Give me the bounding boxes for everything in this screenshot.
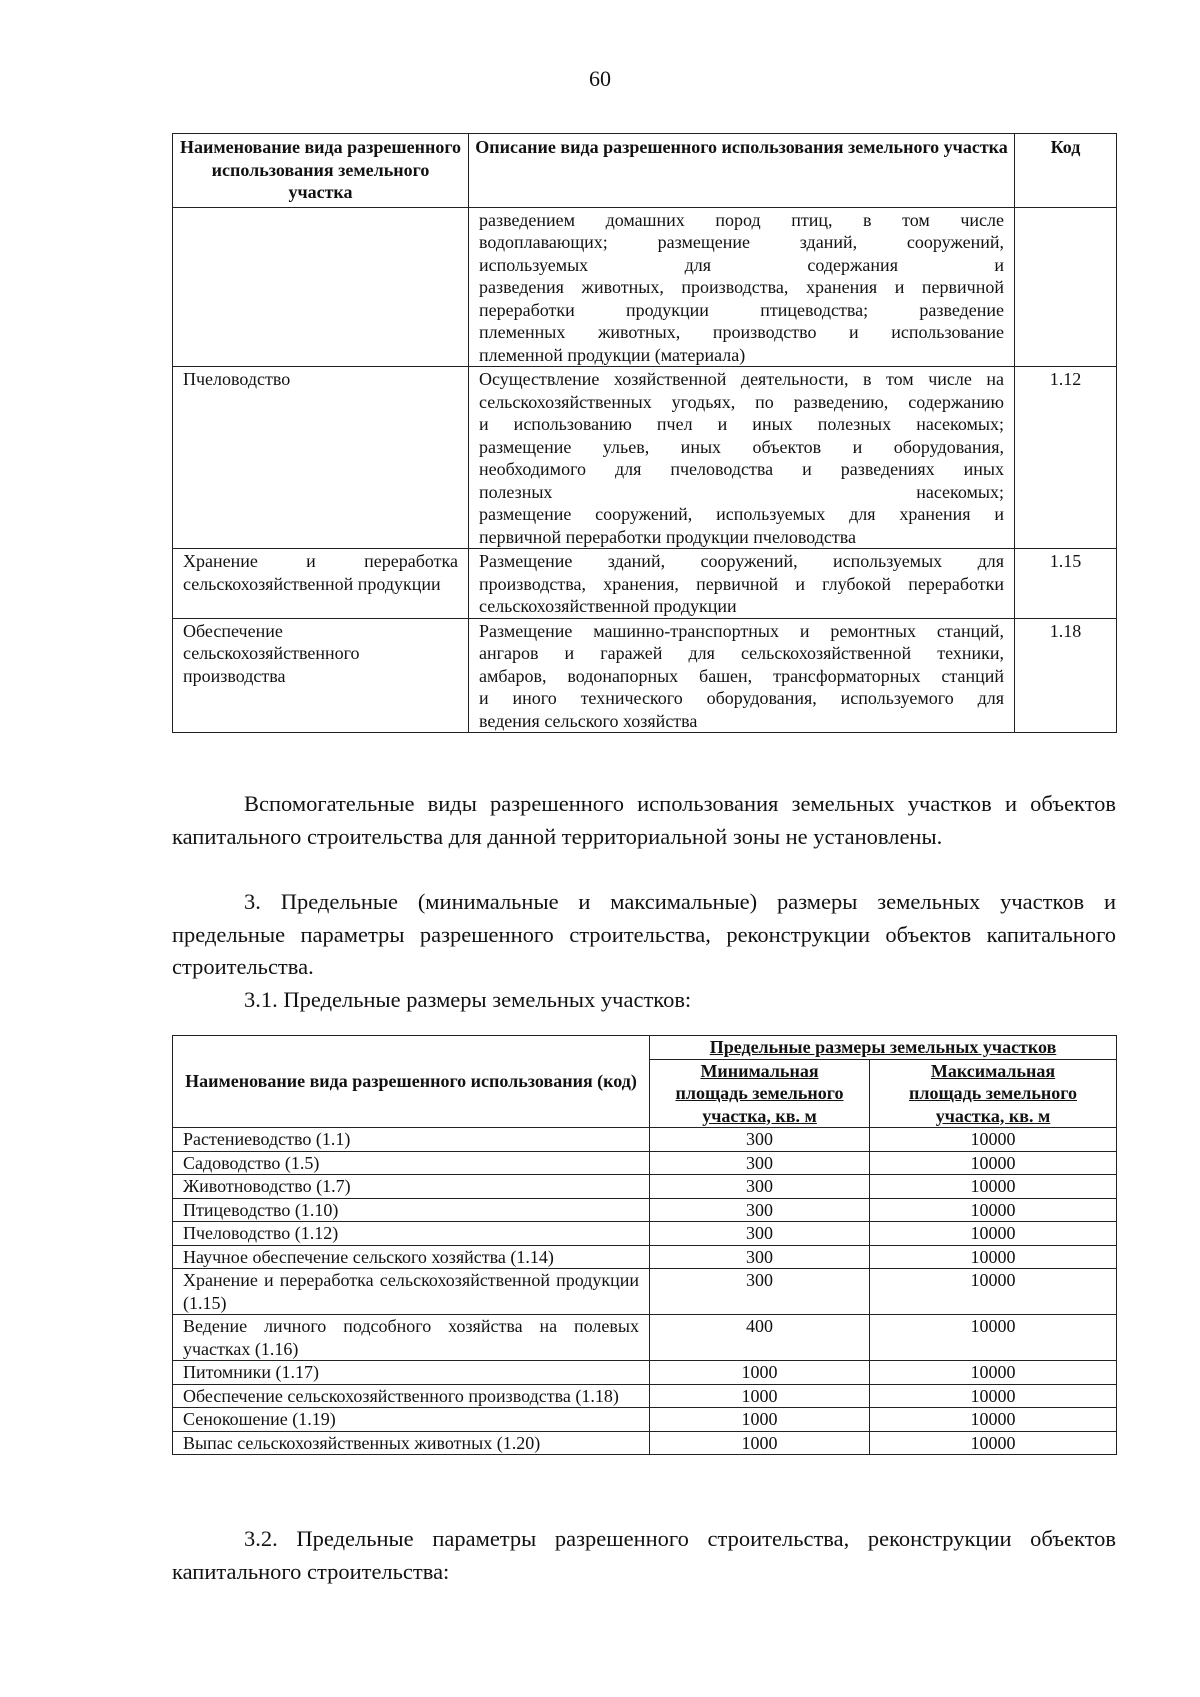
plot-size-row xyxy=(173,1245,1117,1269)
plot-use-name: Обеспечение сельскохозяйственного производства (1.18) xyxy=(173,1384,650,1408)
plot-max-area: 10000 xyxy=(870,1151,1117,1175)
plot-min-area: 300 xyxy=(650,1222,870,1246)
plot-size-table-header-1 xyxy=(173,1036,1117,1060)
plot-max-area: 10000 xyxy=(870,1408,1117,1432)
header-max-area xyxy=(870,1059,1117,1128)
plot-use-name: Птицеводство (1.10) xyxy=(173,1198,650,1222)
plot-min-area: 300 xyxy=(650,1175,870,1199)
description-line: Размещение зданий, сооружений, используемых для xyxy=(479,551,1004,571)
paragraph-section-3-1: 3.1. Предельные размеры земельных участков: xyxy=(244,987,692,1012)
land-use-code: 1.12 xyxy=(1015,367,1117,549)
header-max-line-text: участка, кв. м xyxy=(935,1105,1051,1126)
plot-min-area: 1000 xyxy=(650,1384,870,1408)
plot-size-row xyxy=(173,1361,1117,1385)
land-use-table xyxy=(172,133,1117,733)
description-line: разведения животных, производства, хранения и первичной xyxy=(479,277,1004,297)
plot-use-name: Садоводство (1.5) xyxy=(173,1151,650,1175)
paragraph-section-3: 3. Предельные (минимальные и максимальные) размеры земельных участков и предельные параметры разрешенного строительства, реконструкции объектов капитального строительства. xyxy=(172,889,1116,979)
header-max-line: Максимальная xyxy=(930,1060,1056,1081)
header-name: Наименование вида разрешенного использования земельного участка xyxy=(173,134,469,208)
description-line: племенных животных, производство и использование xyxy=(479,322,1004,342)
plot-size-row xyxy=(173,1315,1117,1361)
land-use-name xyxy=(173,207,469,367)
description-line: необходимого для пчеловодства и разведениях иных xyxy=(479,459,1004,479)
header-max-line: площадь земельного xyxy=(909,1083,1077,1103)
plot-min-area: 400 xyxy=(650,1315,870,1361)
description-line: размещение сооружений, используемых для хранения и xyxy=(479,504,1004,524)
plot-use-name: Сенокошение (1.19) xyxy=(173,1408,650,1432)
description-line: Осуществление хозяйственной деятельности, в том числе на xyxy=(479,369,1004,389)
paragraph-section-3-2: 3.2. Предельные параметры разрешенного строительства, реконструкции объектов капитального строительства: xyxy=(172,1526,1116,1584)
plot-max-area: 10000 xyxy=(870,1175,1117,1199)
plot-max-area: 10000 xyxy=(870,1128,1117,1152)
plot-min-area: 300 xyxy=(650,1151,870,1175)
plot-min-area: 1000 xyxy=(650,1408,870,1432)
header-min-area xyxy=(650,1059,870,1128)
plot-max-area: 10000 xyxy=(870,1315,1117,1361)
description-line: производства, хранения, первичной и глубокой переработки xyxy=(479,573,1004,594)
header-max-line xyxy=(874,1105,1112,1128)
land-use-name: Обеспечение сельскохозяйственного производства xyxy=(173,618,469,733)
description-line: разведением домашних пород птиц, в том числе xyxy=(479,209,1004,230)
land-use-code: 1.18 xyxy=(1015,618,1117,733)
plot-use-name: Животноводство (1.7) xyxy=(173,1175,650,1199)
header-limits-group-text: Предельные размеры земельных участков xyxy=(709,1037,1057,1057)
land-use-name: Хранение и переработка сельскохозяйственной продукции xyxy=(173,549,469,619)
description-line: Размещение машинно-транспортных и ремонтных станций, xyxy=(479,620,1004,641)
description-line: ведения сельского хозяйства xyxy=(479,710,698,731)
plot-size-row xyxy=(173,1222,1117,1246)
plot-size-row xyxy=(173,1384,1117,1408)
land-use-code xyxy=(1015,207,1117,367)
plot-size-row xyxy=(173,1128,1117,1152)
description-line: и иного технического оборудования, используемого для xyxy=(479,688,1004,708)
plot-size-row xyxy=(173,1269,1117,1315)
land-use-row xyxy=(173,207,1117,367)
description-line: полезных насекомых; xyxy=(479,481,1004,502)
description-line: ангаров и гаражей для сельскохозяйственной техники, xyxy=(479,643,1004,663)
plot-size-row xyxy=(173,1151,1117,1175)
plot-use-name: Научное обеспечение сельского хозяйства (1.14) xyxy=(173,1245,650,1269)
header-min-line-text: участка, кв. м xyxy=(702,1105,817,1126)
page-number: 60 xyxy=(589,66,611,91)
header-min-line: площадь земельного xyxy=(675,1083,844,1103)
description-line: и использованию пчел и иных полезных насекомых; xyxy=(479,414,1004,434)
land-use-row xyxy=(173,367,1117,549)
header-min-line xyxy=(654,1105,865,1128)
land-use-description xyxy=(469,618,1015,733)
description-line: сельскохозяйственной продукции xyxy=(479,596,737,616)
plot-min-area: 1000 xyxy=(650,1361,870,1385)
description-line: водоплавающих; размещение зданий, сооружений, xyxy=(479,232,1004,252)
plot-min-area: 300 xyxy=(650,1269,870,1315)
land-use-row xyxy=(173,618,1117,733)
land-use-description xyxy=(469,549,1015,619)
plot-max-area: 10000 xyxy=(870,1222,1117,1246)
plot-use-name: Питомники (1.17) xyxy=(173,1361,650,1385)
land-use-description xyxy=(469,367,1015,549)
land-use-description xyxy=(469,207,1015,367)
header-min-line: Минимальная xyxy=(700,1060,819,1081)
plot-use-name: Растениеводство (1.1) xyxy=(173,1128,650,1152)
plot-max-area: 10000 xyxy=(870,1384,1117,1408)
plot-max-area: 10000 xyxy=(870,1198,1117,1222)
plot-max-area: 10000 xyxy=(870,1361,1117,1385)
land-use-code: 1.15 xyxy=(1015,549,1117,619)
description-line: размещение ульев, иных объектов и оборудования, xyxy=(479,436,1004,457)
plot-use-name: Ведение личного подсобного хозяйства на полевых участках (1.16) xyxy=(173,1315,650,1361)
plot-min-area: 300 xyxy=(650,1245,870,1269)
plot-size-table xyxy=(172,1035,1117,1455)
description-line: переработки продукции птицеводства; разведение xyxy=(479,299,1004,320)
plot-use-name: Выпас сельскохозяйственных животных (1.20) xyxy=(173,1431,650,1455)
plot-min-area: 300 xyxy=(650,1198,870,1222)
description-line: амбаров, водонапорных башен, трансформаторных станций xyxy=(479,665,1004,686)
land-use-row xyxy=(173,549,1117,619)
paragraph-auxiliary-uses: Вспомогательные виды разрешенного использования земельных участков и объектов капитального строительства для данной территориальной зоны не установлены. xyxy=(172,791,1116,849)
description-line: первичной переработки продукции пчеловодства xyxy=(479,526,857,547)
description-line: используемых для содержания и xyxy=(479,254,1004,275)
plot-size-row xyxy=(173,1175,1117,1199)
header-code: Код xyxy=(1015,134,1117,208)
plot-size-row xyxy=(173,1431,1117,1455)
plot-use-name: Пчеловодство (1.12) xyxy=(173,1222,650,1246)
header-description: Описание вида разрешенного использования земельного участка xyxy=(469,134,1015,208)
plot-size-row xyxy=(173,1198,1117,1222)
plot-max-area: 10000 xyxy=(870,1431,1117,1455)
plot-size-row xyxy=(173,1408,1117,1432)
land-use-name: Пчеловодство xyxy=(173,367,469,549)
plot-use-name: Хранение и переработка сельскохозяйственной продукции (1.15) xyxy=(173,1269,650,1315)
plot-max-area: 10000 xyxy=(870,1245,1117,1269)
description-line: сельскохозяйственных угодьях, по разведению, содержанию xyxy=(479,391,1004,412)
description-line: племенной продукции (материала) xyxy=(479,344,746,365)
plot-max-area: 10000 xyxy=(870,1269,1117,1315)
header-limits-group xyxy=(650,1036,1117,1060)
header-use-name: Наименование вида разрешенного использования (код) xyxy=(173,1036,650,1128)
plot-min-area: 300 xyxy=(650,1128,870,1152)
plot-min-area: 1000 xyxy=(650,1431,870,1455)
land-use-table-header xyxy=(173,134,1117,208)
